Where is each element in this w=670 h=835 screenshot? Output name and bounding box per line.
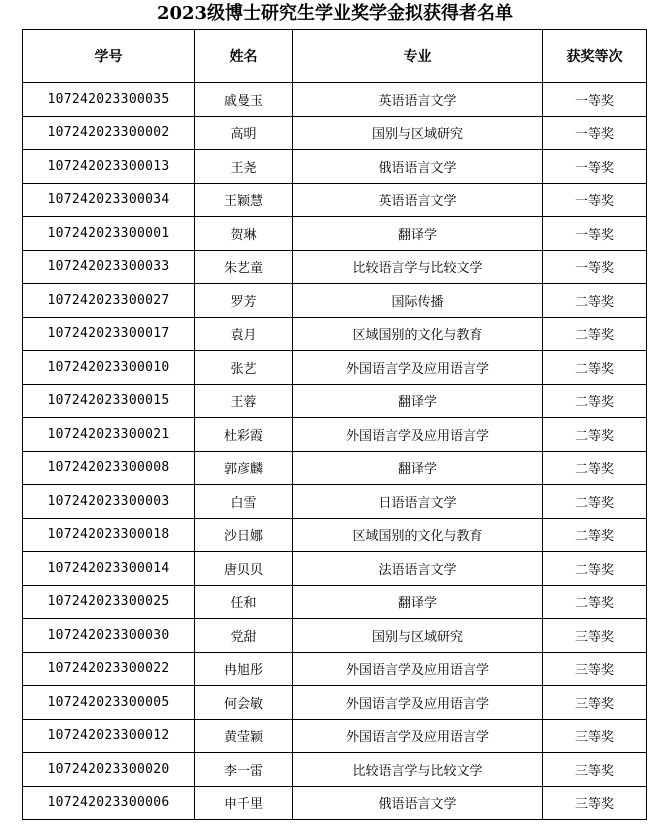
- table-row: [23, 753, 647, 787]
- table-row: [23, 652, 647, 686]
- table-row: [23, 150, 647, 184]
- award-level-cell: 二等奖: [543, 552, 647, 586]
- student-name-cell: 张艺: [195, 351, 293, 385]
- student-name-cell: 黄莹颖: [195, 719, 293, 753]
- student-id-cell: 107242023300027: [23, 284, 195, 318]
- student-id-cell: 107242023300015: [23, 384, 195, 418]
- student-name-cell: 沙日娜: [195, 518, 293, 552]
- major-cell: 外国语言学及应用语言学: [293, 719, 543, 753]
- award-table: [22, 29, 647, 820]
- table-row: [23, 250, 647, 284]
- award-level-cell: 一等奖: [543, 250, 647, 284]
- student-id-cell: 107242023300002: [23, 116, 195, 150]
- student-id-cell: 107242023300012: [23, 719, 195, 753]
- award-level-cell: 一等奖: [543, 217, 647, 251]
- major-cell: 翻译学: [293, 384, 543, 418]
- award-level-cell: 二等奖: [543, 351, 647, 385]
- student-id-cell: 107242023300014: [23, 552, 195, 586]
- student-id-cell: 107242023300018: [23, 518, 195, 552]
- table-row: [23, 585, 647, 619]
- table-row: [23, 116, 647, 150]
- major-cell: 日语语言文学: [293, 485, 543, 519]
- award-level-cell: 二等奖: [543, 451, 647, 485]
- award-level-cell: 一等奖: [543, 150, 647, 184]
- table-row: [23, 485, 647, 519]
- header-row: [23, 30, 647, 83]
- award-level-cell: 二等奖: [543, 418, 647, 452]
- award-level-cell: 三等奖: [543, 686, 647, 720]
- student-name-cell: 王颖慧: [195, 183, 293, 217]
- table-row: [23, 384, 647, 418]
- header-award: 获奖等次: [543, 30, 647, 83]
- student-name-cell: 何会敏: [195, 686, 293, 720]
- award-level-cell: 二等奖: [543, 585, 647, 619]
- table-row: [23, 619, 647, 653]
- major-cell: 外国语言学及应用语言学: [293, 418, 543, 452]
- student-name-cell: 冉旭彤: [195, 652, 293, 686]
- student-name-cell: 杜彩霞: [195, 418, 293, 452]
- major-cell: 外国语言学及应用语言学: [293, 686, 543, 720]
- award-level-cell: 三等奖: [543, 786, 647, 820]
- student-name-cell: 王蓉: [195, 384, 293, 418]
- major-cell: 翻译学: [293, 217, 543, 251]
- table-row: [23, 451, 647, 485]
- major-cell: 俄语语言文学: [293, 150, 543, 184]
- student-id-cell: 107242023300034: [23, 183, 195, 217]
- table-row: [23, 786, 647, 820]
- award-level-cell: 三等奖: [543, 652, 647, 686]
- major-cell: 外国语言学及应用语言学: [293, 652, 543, 686]
- table-row: [23, 83, 647, 117]
- student-id-cell: 107242023300025: [23, 585, 195, 619]
- major-cell: 国别与区域研究: [293, 116, 543, 150]
- student-name-cell: 戚曼玉: [195, 83, 293, 117]
- major-cell: 英语语言文学: [293, 83, 543, 117]
- major-cell: 翻译学: [293, 585, 543, 619]
- header-name: 姓名: [195, 30, 293, 83]
- table-row: [23, 518, 647, 552]
- table-body: [23, 83, 647, 820]
- student-name-cell: 贺琳: [195, 217, 293, 251]
- table-row: [23, 418, 647, 452]
- student-name-cell: 高明: [195, 116, 293, 150]
- student-name-cell: 罗芳: [195, 284, 293, 318]
- table-row: [23, 284, 647, 318]
- student-id-cell: 107242023300001: [23, 217, 195, 251]
- table-row: [23, 217, 647, 251]
- table-row: [23, 183, 647, 217]
- student-name-cell: 申千里: [195, 786, 293, 820]
- major-cell: 俄语语言文学: [293, 786, 543, 820]
- major-cell: 国别与区域研究: [293, 619, 543, 653]
- table-row: [23, 719, 647, 753]
- award-level-cell: 一等奖: [543, 116, 647, 150]
- award-level-cell: 二等奖: [543, 485, 647, 519]
- table-row: [23, 552, 647, 586]
- student-name-cell: 党甜: [195, 619, 293, 653]
- student-id-cell: 107242023300017: [23, 317, 195, 351]
- major-cell: 法语语言文学: [293, 552, 543, 586]
- major-cell: 外国语言学及应用语言学: [293, 351, 543, 385]
- award-level-cell: 三等奖: [543, 619, 647, 653]
- student-name-cell: 任和: [195, 585, 293, 619]
- major-cell: 国际传播: [293, 284, 543, 318]
- major-cell: 区域国别的文化与教育: [293, 518, 543, 552]
- student-id-cell: 107242023300013: [23, 150, 195, 184]
- award-level-cell: 一等奖: [543, 183, 647, 217]
- table-row: [23, 686, 647, 720]
- table-row: [23, 317, 647, 351]
- award-level-cell: 二等奖: [543, 317, 647, 351]
- award-level-cell: 三等奖: [543, 753, 647, 787]
- major-cell: 比较语言学与比较文学: [293, 250, 543, 284]
- page-title: 2023级博士研究生学业奖学金拟获得者名单: [156, 3, 514, 24]
- student-id-cell: 107242023300008: [23, 451, 195, 485]
- student-name-cell: 王尧: [195, 150, 293, 184]
- student-id-cell: 107242023300021: [23, 418, 195, 452]
- header-id: 学号: [23, 30, 195, 83]
- student-id-cell: 107242023300020: [23, 753, 195, 787]
- major-cell: 翻译学: [293, 451, 543, 485]
- award-level-cell: 二等奖: [543, 284, 647, 318]
- student-id-cell: 107242023300022: [23, 652, 195, 686]
- student-name-cell: 朱艺童: [195, 250, 293, 284]
- award-level-cell: 二等奖: [543, 384, 647, 418]
- student-name-cell: 李一雷: [195, 753, 293, 787]
- student-id-cell: 107242023300005: [23, 686, 195, 720]
- award-level-cell: 三等奖: [543, 719, 647, 753]
- student-id-cell: 107242023300010: [23, 351, 195, 385]
- table-row: [23, 351, 647, 385]
- student-name-cell: 白雪: [195, 485, 293, 519]
- student-name-cell: 袁月: [195, 317, 293, 351]
- student-id-cell: 107242023300006: [23, 786, 195, 820]
- major-cell: 比较语言学与比较文学: [293, 753, 543, 787]
- student-id-cell: 107242023300003: [23, 485, 195, 519]
- award-level-cell: 一等奖: [543, 83, 647, 117]
- student-id-cell: 107242023300033: [23, 250, 195, 284]
- header-major: 专业: [293, 30, 543, 83]
- student-name-cell: 郭彦麟: [195, 451, 293, 485]
- student-id-cell: 107242023300035: [23, 83, 195, 117]
- student-id-cell: 107242023300030: [23, 619, 195, 653]
- award-level-cell: 二等奖: [543, 518, 647, 552]
- major-cell: 英语语言文学: [293, 183, 543, 217]
- student-name-cell: 唐贝贝: [195, 552, 293, 586]
- major-cell: 区域国别的文化与教育: [293, 317, 543, 351]
